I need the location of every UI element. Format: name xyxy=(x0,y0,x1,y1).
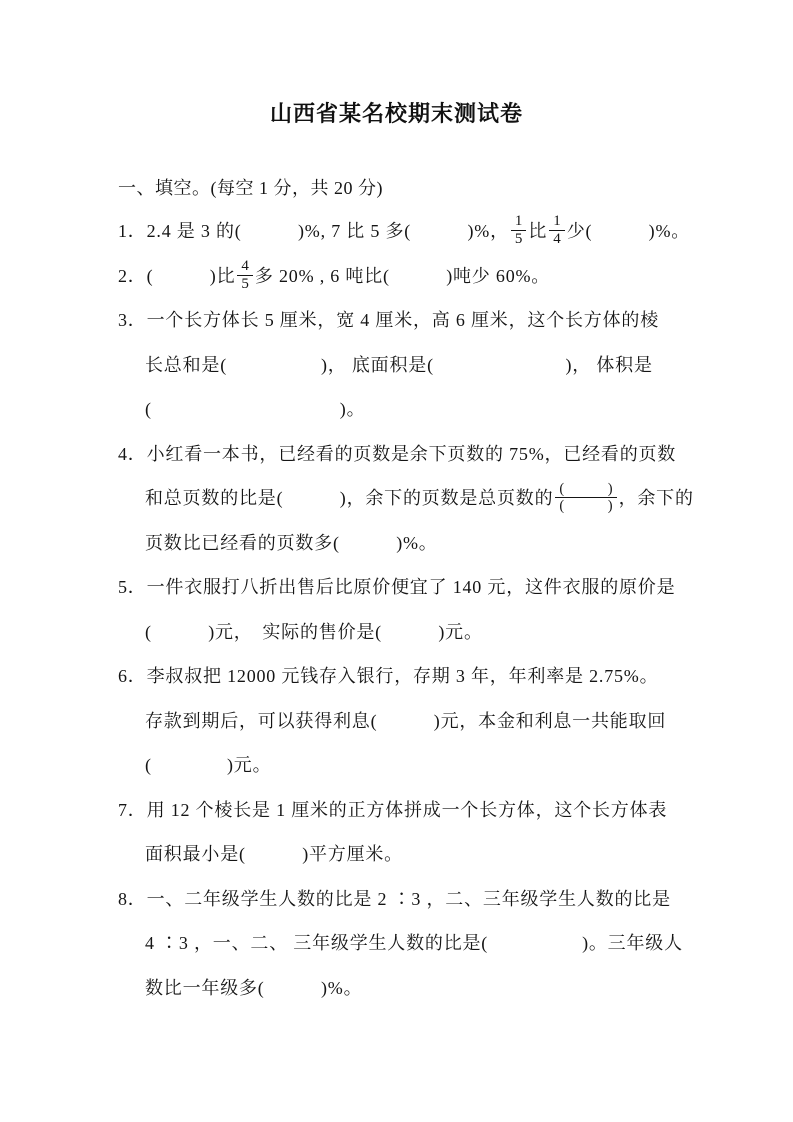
question-line xyxy=(118,476,694,521)
question-line: ( )元， 实际的售价是( )元。 xyxy=(145,621,483,642)
question-1 xyxy=(118,209,691,254)
question-number: 6． xyxy=(118,666,147,686)
question-line: 面积最小是( )平方厘米。 xyxy=(145,844,403,864)
question-line: 页数比已经看的页数多( )%。 xyxy=(145,532,438,553)
question-5 xyxy=(118,565,675,654)
question-line xyxy=(118,209,691,254)
question-number: 8． xyxy=(118,888,147,909)
question-line xyxy=(118,654,675,699)
question-number: 5． xyxy=(118,577,147,597)
page-title: 山西省某名校期末测试卷 xyxy=(269,101,523,126)
question-text: 少( )%。 xyxy=(566,221,691,241)
question-2 xyxy=(118,254,675,299)
question-line: ( )元。 xyxy=(145,755,272,775)
question-text: ( )比 xyxy=(146,265,236,286)
question-line: 存款到期后，可以获得利息( )元，本金和利息一共能取回 xyxy=(145,710,667,731)
question-number: 7． xyxy=(118,799,147,820)
question-line xyxy=(118,877,675,922)
paper-content xyxy=(118,173,694,1010)
question-text: 多 20% , 6 吨比( )吨少 60%。 xyxy=(254,265,551,286)
question-line: 数比一年级多( )%。 xyxy=(145,977,363,998)
question-6 xyxy=(118,654,675,788)
question-text: 和总页数的比是( )，余下的页数是总页数的 xyxy=(145,488,554,508)
fraction-blank-over-blank: $\frac{( )}{( )}$ xyxy=(555,481,616,515)
question-line xyxy=(118,432,675,477)
question-8 xyxy=(118,877,683,1011)
question-line: ( )。 xyxy=(145,399,366,419)
question-text: 一件衣服打八折出售后比原价便宜了 140 元，这件衣服的原价是 xyxy=(146,577,676,597)
question-text: ，余下的 xyxy=(618,488,694,508)
question-number: 3． xyxy=(118,310,147,330)
question-text: 一、二年级学生人数的比是 2 ∶3 ，二、三年级学生人数的比是 xyxy=(146,888,671,909)
question-text: 小红看一本书，已经看的页数是余下页数的 75%，已经看的页数 xyxy=(146,443,677,464)
question-4 xyxy=(118,432,694,566)
question-number: 4． xyxy=(118,443,147,464)
question-text: 李叔叔把 12000 元钱存入银行，存期 3 年，年利率是 2.75%。 xyxy=(146,666,659,686)
fraction-one-fifth: $\frac{1}{5}$ xyxy=(511,213,527,249)
fraction-one-quarter: $\frac{1}{4}$ xyxy=(549,213,565,249)
question-3 xyxy=(118,298,675,432)
question-line xyxy=(118,298,675,343)
question-number: 2． xyxy=(118,265,147,286)
question-7 xyxy=(118,788,675,877)
question-text: 2.4 是 3 的( )%, 7 比 5 多( )%， xyxy=(146,221,509,241)
question-number: 1． xyxy=(118,221,147,241)
question-line: 4 ∶3 ，一、二、 三年级学生人数的比是( )。三年级人 xyxy=(145,933,683,953)
section-heading-fill-in-blanks: 一、填空。(每空 1 分，共 20 分) xyxy=(118,178,383,198)
question-line xyxy=(118,565,675,610)
question-text: 一个长方体长 5 厘米，宽 4 厘米，高 6 厘米，这个长方体的棱 xyxy=(146,310,660,330)
question-text: 用 12 个棱长是 1 厘米的正方体拼成一个长方体，这个长方体表 xyxy=(146,799,668,820)
question-line xyxy=(118,788,675,833)
question-line xyxy=(118,254,675,299)
question-line: 长总和是( )， 底面积是( )， 体积是 xyxy=(145,354,653,375)
fraction-four-fifths: $\frac{4}{5}$ xyxy=(237,258,253,294)
question-text: 比 xyxy=(528,221,548,241)
